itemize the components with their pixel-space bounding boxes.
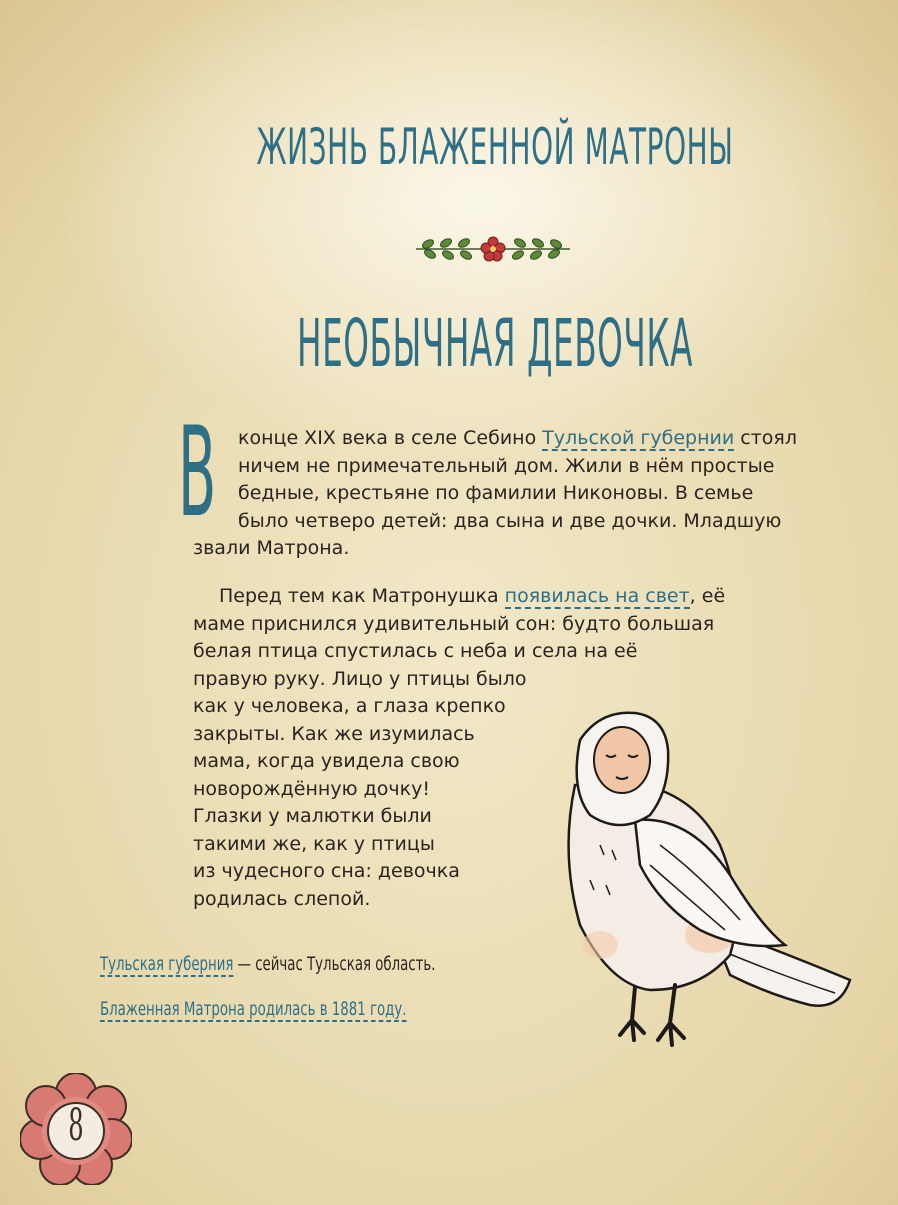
text-line: правую руку. Лицо у птицы было <box>193 667 527 690</box>
footnote-term[interactable]: Блаженная Матрона родилась в 1881 году. <box>100 998 407 1020</box>
text-line: бедные, крестьяне по фамилии Никоновы. В семье <box>238 482 754 504</box>
text-line: ничем не примечательный дом. Жили в нём простые <box>238 454 775 477</box>
text-line: звали Матрона. <box>193 537 350 559</box>
footnote-tula: Тульская губерния — сейчас Тульская область. <box>100 953 436 975</box>
glossary-link-tula[interactable]: Тульской губернии <box>542 427 735 449</box>
floral-ornament-icon <box>408 232 578 266</box>
chapter-title: ЖИЗНЬ БЛАЖЕННОЙ МАТРОНЫ <box>256 118 734 176</box>
text-line: закрыты. Как же изумилась <box>193 722 475 745</box>
footnote-birth <box>100 998 406 1020</box>
text-line: конце XIX века в селе Себино Тульской губернии стоял <box>238 427 797 449</box>
footnote-term[interactable]: Тульская губерния <box>100 953 234 975</box>
drop-cap: В <box>178 401 217 545</box>
text-line: Перед тем как Матронушка появилась на свет, её <box>219 585 726 607</box>
page-number: 8 <box>68 1100 84 1151</box>
text-line: новорождённую дочку! <box>193 777 430 800</box>
text-line: такими же, как у птицы <box>193 832 435 855</box>
text-line: было четверо детей: два сына и две дочки. Младшую <box>238 509 782 532</box>
paragraph-1 <box>193 425 803 563</box>
text-line: белая птица спустилась с неба и села на её <box>193 640 638 662</box>
glossary-link-birth[interactable]: появилась на свет <box>504 585 690 607</box>
text-line: родилась слепой. <box>193 887 371 910</box>
text-line: Глазки у малютки были <box>193 805 432 827</box>
text-line: маме приснился удивительный сон: будто большая <box>193 612 715 635</box>
text-line: из чудесного сна: девочка <box>193 860 460 882</box>
bird-illustration-icon <box>540 705 860 1065</box>
text-line: как у человека, а глаза крепко <box>193 695 506 717</box>
section-title: НЕОБЫЧНАЯ ДЕВОЧКА <box>297 305 693 382</box>
text-line: мама, когда увидела свою <box>193 750 460 772</box>
